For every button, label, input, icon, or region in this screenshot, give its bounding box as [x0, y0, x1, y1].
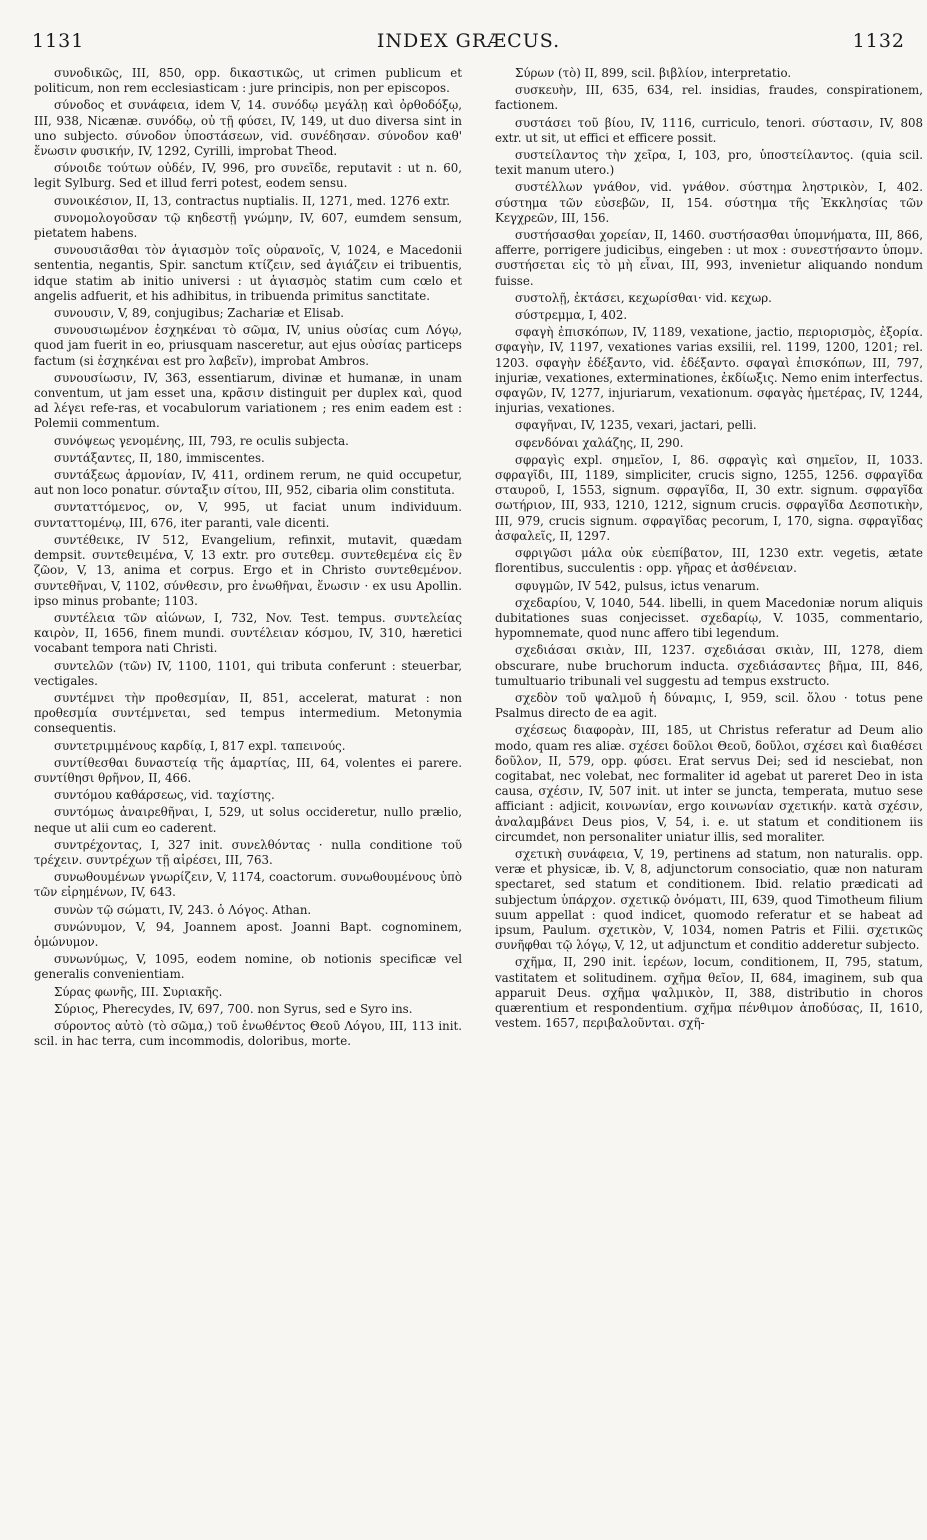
index-entry: Σύριος, Pherecydes, IV, 697, 700. non Syrus, sed e Syro ins.: [54, 1001, 413, 1016]
index-entry: σύνοδος et συνάφεια, idem V, 14. συνόδῳ μεγάλῃ καὶ ὀρθοδόξῳ, III, 938, Nicænæ. συνόδῳ, οὐ τῇ φύσει, IV, 149, ut duo diversa sint in uno subjecto. σύνοδον ὑποστάσεων, vid. συνέδησαν. σύνοδον καθ' ἕνωσιν φυσικήν, IV, 1292, Cyrilli, improbat Theod.: [34, 98, 462, 159]
index-entry: συντετριμμένους καρδίᾳ, I, 817 expl. ταπεινούς.: [54, 738, 346, 753]
page-number-right: 1132: [852, 30, 905, 52]
index-entry: συντάξαντες, II, 180, immiscentes.: [54, 450, 265, 465]
index-entry: συντέμνει τὴν προθεσμίαν, II, 851, accelerat, maturat : non προθεσμία συντέμνεται, sed tempus intermedium. Metonymia consequentis.: [34, 690, 462, 736]
index-entry: σφυγμῶν, IV 542, pulsus, ictus venarum.: [515, 578, 760, 593]
index-entry: συνώνυμον, V, 94, Joannem apost. Joanni Bapt. cognominem, ὁμώνυμον.: [34, 919, 462, 949]
index-entry: συνὼν τῷ σώματι, IV, 243. ὁ Λόγος. Athan.: [54, 902, 312, 917]
index-entry: σφριγῶσι μάλα οὐκ εὐεπίβατον, III, 1230 extr. vegetis, ætate florentibus, succulentis : opp. γῆρας et ἀσθένειαν.: [495, 546, 923, 576]
index-entry: συνουσιᾶσθαι τὸν ἁγιασμὸν τοῖς οὐρανοῖς, V, 1024, e Macedonii sententia, negantis, Spir. sanctum κτίζειν, sed ἁγιάζειν ei tribuentis, idque statim ab initio universi : ut ἁγιασμὸς statim cum cœlo et angelis adfuerit, et his adhibitus, in tribuenda primitus sanctitate.: [34, 243, 462, 303]
index-entry: συντόμου καθάρσεως, vid. ταχίστης.: [54, 788, 275, 803]
index-entry: συντόμως ἀναιρεθῆναι, I, 529, ut solus occideretur, nullo prælio, neque ut alii cum eo caderent.: [34, 805, 462, 835]
index-entry: συνουσιν, V, 89, conjugibus; Zachariæ et Elisab.: [54, 306, 345, 321]
index-entry: συνομολογοῦσαν τῷ κηδεστῇ γνώμην, IV, 607, eumdem sensum, pietatem habens.: [34, 210, 462, 241]
page-number-left: 1131: [32, 30, 85, 52]
index-entry: συνόψεως γενομένης, III, 793, re oculis subjecta.: [54, 433, 349, 448]
running-title: INDEX GRÆCUS.: [376, 30, 561, 52]
index-entry: συστείλαντος τὴν χεῖρα, I, 103, pro, ὑποστείλαντος. (quia scil. texit manum utero.): [495, 148, 923, 178]
index-entry: συντρέχοντας, I, 327 init. συνελθόντας · nulla conditione τοῦ τρέχειν. συντρέχων τῇ αἱρέσει, III, 763.: [34, 837, 462, 867]
index-entry: συσκευὴν, III, 635, 634, rel. insidias, fraudes, conspirationem, factionem.: [495, 83, 923, 113]
page-header: [32, 30, 905, 56]
index-entry: σχῆμα, II, 290 init. ἱερέων, locum, conditionem, II, 795, statum, vastitatem et solitudinem. σχῆμα θεῖον, II, 684, imaginem, sub qua apparuit Deus. σχῆμα ψαλμικὸν, II, 388, distributio in choros quærentium et respondentium. σχῆμα πένθιμον ἀποδύσας, II, 1610, vestem. 1657, περιβαλοῦνται. σχῆ-: [495, 955, 923, 1031]
left-column: [34, 66, 462, 1516]
index-entry: συντέλεια τῶν αἰώνων, I, 732, Nov. Test. tempus. συντελείας καιρὸν, II, 1656, finem mundi. συντέλειαν κόσμου, IV, 310, hæretici vocabant tempora nati Christi.: [34, 610, 462, 656]
index-entry: συστήσασθαι χορείαν, II, 1460. συστήσασθαι ὑπομνήματα, III, 866, afferre, porrigere judicibus, eingeben : ut mox : συνεστήσαντο ὑπομν. συστήσεται εἰς τὸ μὴ εἶναι, III, 993, invenietur aliquando nondum fuisse.: [495, 228, 923, 288]
index-entry: συντίθεσθαι δυναστείᾳ τῆς ἁμαρτίας, III, 64, volentes ei parere. συντίθησι θρῆνον, II, 466.: [34, 755, 462, 785]
index-entry: σφραγὶς expl. σημεῖον, I, 86. σφραγὶς καὶ σημεῖον, II, 1033. σφραγῖδι, III, 1189, simpliciter, crucis signo, 1255, 1256. σφραγῖδα σταυροῦ, I, 1553, signum. σφραγῖδα, II, 30 extr. signum. σφραγῖδα σωτήριον, III, 933, 1210, 1212, signum crucis. σφραγῖδα Δεσποτικὴν, III, 979, crucis signum. σφραγῖδας pecorum, I, 170, signa. σφραγῖδας ἀσφαλεῖς, II, 1297.: [495, 452, 923, 543]
index-entry: συντάξεως ἁρμονίαν, IV, 411, ordinem rerum, ne quid occupetur, aut non loco ponatur. σύνταξιν σίτου, III, 952, cibaria olim constituta.: [34, 468, 462, 498]
index-entry: Σύρων (τὸ) II, 899, scil. βιβλίον, interpretatio.: [515, 66, 792, 80]
index-entry: σχεδὸν τοῦ ψαλμοῦ ἡ δύναμις, I, 959, scil. ὅλου · totus pene Psalmus directo de ea agit.: [495, 690, 923, 721]
index-entry: συστάσει τοῦ βίου, IV, 1116, curriculo, tenori. σύστασιν, IV, 808 extr. ut sit, ut effici et efficere possit.: [495, 115, 923, 145]
index-entry: συνωθουμένων γνωρίζειν, V, 1174, coactorum. συνωθουμένους ὑπὸ τῶν εἰρημένων, IV, 643.: [34, 870, 462, 900]
index-entry: συστέλλων γνάθον, vid. γνάθον. σύστημα ληστρικὸν, I, 402. σύστημα τῶν εὐσεβῶν, II, 154. σύστημα τῆς Ἐκκλησίας τῶν Κεγχρεῶν, III, 156.: [495, 180, 923, 225]
index-entry: συνουσίωσιν, IV, 363, essentiarum, divinæ et humanæ, in unam conventum, ut jam esset una, κρᾶσιν distinguit per duplex καὶ, quod ad λέγει refe-ras, et vocabulorum variationem ; res enim eadem est : Polemii commentum.: [34, 370, 462, 431]
index-entry: σχέσεως διαφορὰν, III, 185, ut Christus referatur ad Deum alio modo, quam res aliæ. σχέσει δοῦλοι Θεοῦ, δοῦλοι, σχέσει καὶ διαθέσει δοῦλον, II, 579, opp. φύσει. Erat servus Dei; sed id nesciebat, non cogitabat, nec volebat, nec formaliter id agebat ut pareret Deo in ista causa, σχέσιν, IV, 507 init. ut inter se juncta, temperata, mutuo sese afficiant : adjicit, κοινωνίαν, ergo κοινωνίαν σχετικήν. κατὰ σχέσιν, ἀναλαμβάνει Deus pios, V, 54, i. e. ut statum et conditionem iis circumdet, non personaliter uniatur illis, sed moraliter.: [495, 723, 923, 844]
index-entry: συστολῇ, ἐκτάσει, κεχωρίσθαι· vid. κεχωρ.: [515, 290, 772, 305]
index-entry: σχεδιάσαι σκιὰν, III, 1237. σχεδιάσαι σκιὰν, III, 1278, diem obscurare, nube bruchorum inducta. σχεδιάσαντες βῆμα, III, 846, tumultuario tribunali vel suggestu ad tempus exstructo.: [495, 643, 923, 688]
right-column: [495, 66, 923, 1516]
index-entry: σχεδαρίου, V, 1040, 544. libelli, in quem Macedoniæ norum aliquis dubitationes suas conjecisset. σχεδαρίῳ, V. 1035, commentario, hypomnemate, quod nunc affero tibi legendum.: [495, 595, 923, 641]
index-entry: Σύρας φωνῆς, III. Συριακῆς.: [54, 984, 223, 999]
index-entry: συνταττόμενος, ον, V, 995, ut faciat unum individuum. συνταττομένῳ, III, 676, iter paranti, vale dicenti.: [34, 500, 462, 530]
index-entry: σφαγῆναι, IV, 1235, vexari, jactari, pelli.: [515, 418, 757, 433]
index-entry: σύνοιδε τούτων οὐδέν, IV, 996, pro συνεῖδε, reputavit : ut n. 60, legit Sylburg. Sed et illud ferri potest, eodem sensu.: [34, 161, 462, 191]
index-entry: σχετικὴ συνάφεια, V, 19, pertinens ad statum, non naturalis. opp. veræ et physicæ, ib. V, 8, adjunctorum consociatio, quæ non naturam spectaret, sed statum et conditionem. Ibid. relatio prædicati ad subjectum ὑπάρχον. σχετικῷ ὀνόματι, III, 639, quod Timotheum filium suum appellat : quod indicet, quomodo referatur et se habeat ad ipsum, Paulum. σχετικὸν, V, 1034, nomen Patris et Filii. σχετικῶς συνῆφθαι τῷ λόγῳ, V, 12, ut adjunctum et conditio adderetur subjecto.: [495, 846, 923, 953]
index-entry: σφενδόναι χαλάζης, II, 290.: [515, 435, 684, 450]
index-entry: συνοικέσιον, II, 13, contractus nuptialis. II, 1271, med. 1276 extr.: [54, 193, 451, 208]
index-entry: συντέθεικε, IV 512, Evangelium, refinxit, mutavit, quædam dempsit. συντεθειμένα, V, 13 extr. pro συτεθεμ. συντεθεμένα εἰς ἓν ζῶον, V, 13, anima et corpus. Ergo et in Christo συντεθεμένον. συντεθῆναι, V, 1102, σύνθεσιν, pro ἑνωθῆναι, ἕνωσιν · ex usu Apollin. ipso minus probante; 1103.: [34, 532, 462, 608]
index-entry: σύστρεμμα, I, 402.: [515, 308, 628, 323]
index-entry: συνοδικῶς, III, 850, opp. δικαστικῶς, ut crimen publicum et politicum, non rem ecclesiasticam : jure principis, non per episcopos.: [34, 66, 462, 96]
index-entry: σύροντος αὐτὸ (τὸ σῶμα,) τοῦ ἑνωθέντος Θεοῦ Λόγου, III, 113 init. scil. in hac terra, cum incommodis, doloribus, morte.: [34, 1018, 462, 1049]
index-entry: σφαγὴ ἐπισκόπων, IV, 1189, vexatione, jactio, περιορισμὸς, ἐξορία. σφαγὴν, IV, 1197, vexationes varias exsilii, rel. 1199, 1200, 1201; rel. 1203. σφαγὴν ἐδέξαντο, vid. ἐδέξαντο. σφαγαὶ ἐπισκόπων, III, 797, injuriæ, vexationes, exterminationes, ἐκδίωξις. Nemo enim interfectus. σφαγῶν, IV, 1277, injuriarum, vexationum. σφαγὰς ἡμετέρας, IV, 1244, injurias, vexationes.: [495, 325, 923, 416]
index-entry: συνωνύμως, V, 1095, eodem nomine, ob notionis specificæ vel generalis convenientiam.: [34, 952, 462, 982]
index-entry: συνουσιωμένον ἐσχηκέναι τὸ σῶμα, IV, unius οὐσίας cum Λόγῳ, quod jam fuerit in eo, priusquam nasceretur, aut ejus οὐσίας particeps factum (si ἐσχηκέναι est pro λαβεῖν), improbat Ambros.: [34, 323, 462, 368]
index-entry: συντελῶν (τῶν) IV, 1100, 1101, qui tributa conferunt : steuerbar, vectigales.: [34, 658, 462, 688]
